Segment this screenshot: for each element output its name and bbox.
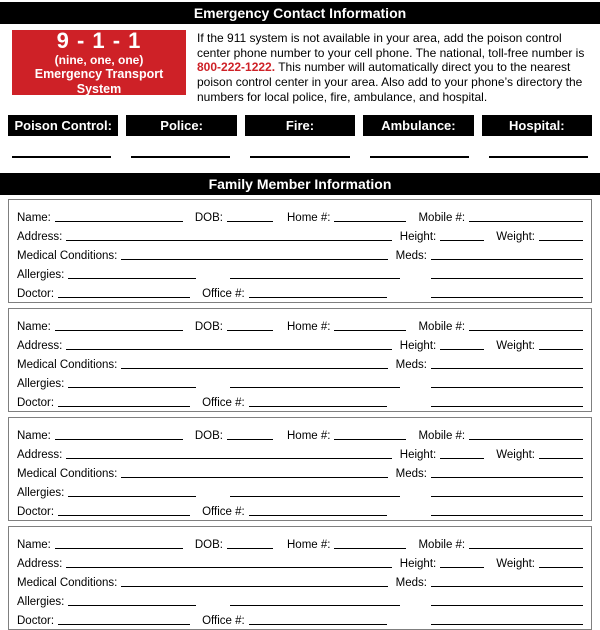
address-field-line[interactable]: [66, 340, 391, 350]
weight-field-line[interactable]: [539, 231, 583, 241]
hospital-label: Hospital:: [482, 115, 592, 136]
member-row-address: [17, 333, 583, 352]
address-label: Address:: [17, 339, 63, 352]
meds-continuation-line-2[interactable]: [431, 397, 583, 407]
home-phone-label: Home #:: [287, 538, 331, 551]
office-phone-field-line[interactable]: [249, 288, 387, 298]
family-member-card: [8, 417, 592, 521]
member-row-medical: [17, 461, 583, 480]
meds-label: Meds:: [395, 577, 427, 590]
mobile-phone-field-line[interactable]: [469, 430, 583, 440]
mobile-phone-label: Mobile #:: [418, 211, 466, 224]
office-phone-field-line[interactable]: [249, 615, 387, 625]
intro-section: [12, 27, 592, 105]
dob-label: DOB:: [194, 320, 223, 333]
member-row-allergies: [17, 480, 583, 499]
address-field-line[interactable]: [66, 449, 391, 459]
home-phone-label: Home #:: [287, 320, 331, 333]
meds-continuation-line-1[interactable]: [431, 487, 583, 497]
emergency-header-bar: [0, 2, 600, 24]
medical-conditions-label: Medical Conditions:: [17, 468, 118, 481]
allergies-continuation-line[interactable]: [230, 487, 400, 497]
member-row-doctor: [17, 608, 583, 627]
doctor-field-line[interactable]: [58, 506, 190, 516]
address-label: Address:: [17, 557, 63, 570]
medical-conditions-field-line[interactable]: [121, 359, 387, 369]
height-label: Height:: [399, 230, 437, 243]
home-phone-label: Home #:: [287, 429, 331, 442]
dob-field-line[interactable]: [227, 212, 273, 222]
member-row-medical: [17, 352, 583, 371]
meds-label: Meds:: [395, 359, 427, 372]
page-title: Emergency Contact Information: [193, 5, 407, 21]
weight-field-line[interactable]: [539, 449, 583, 459]
family-member-card: [8, 199, 592, 303]
allergies-field-line[interactable]: [68, 596, 196, 606]
dob-field-line[interactable]: [227, 539, 273, 549]
member-row-allergies: [17, 589, 583, 608]
home-phone-field-line[interactable]: [334, 321, 406, 331]
meds-field-line[interactable]: [431, 577, 583, 587]
home-phone-field-line[interactable]: [334, 212, 406, 222]
meds-label: Meds:: [395, 468, 427, 481]
dob-label: DOB:: [194, 538, 223, 551]
member-row-doctor: [17, 390, 583, 409]
911-words: (nine, one, one): [54, 52, 144, 67]
mobile-phone-label: Mobile #:: [418, 429, 466, 442]
mobile-phone-label: Mobile #:: [418, 538, 466, 551]
mobile-phone-field-line[interactable]: [469, 212, 583, 222]
address-label: Address:: [17, 230, 63, 243]
ambulance-field-line[interactable]: [370, 144, 469, 158]
weight-label: Weight:: [496, 557, 535, 570]
meds-label: Meds:: [395, 250, 427, 263]
doctor-field-line[interactable]: [58, 615, 190, 625]
address-label: Address:: [17, 448, 63, 461]
height-field-line[interactable]: [440, 449, 484, 459]
member-row-address: [17, 224, 583, 243]
mobile-phone-field-line[interactable]: [469, 321, 583, 331]
meds-field-line[interactable]: [431, 250, 583, 260]
name-label: Name:: [17, 211, 51, 224]
fire-field-line[interactable]: [250, 144, 349, 158]
allergies-label: Allergies:: [17, 378, 65, 391]
911-panel: [12, 27, 186, 96]
doctor-label: Doctor:: [17, 615, 55, 628]
meds-continuation-line-2[interactable]: [431, 615, 583, 625]
doctor-label: Doctor:: [17, 397, 55, 410]
meds-continuation-line-1[interactable]: [431, 269, 583, 279]
name-field-line[interactable]: [55, 539, 183, 549]
office-phone-field-line[interactable]: [249, 506, 387, 516]
poison-control-label: Poison Control:: [8, 115, 118, 136]
medical-conditions-label: Medical Conditions:: [17, 359, 118, 372]
poison-control-field-line[interactable]: [12, 144, 111, 158]
meds-continuation-line-2[interactable]: [431, 288, 583, 298]
medical-conditions-label: Medical Conditions:: [17, 577, 118, 590]
dob-label: DOB:: [194, 211, 223, 224]
member-row-doctor: [17, 499, 583, 518]
911-number: 9 - 1 - 1: [56, 27, 142, 53]
office-phone-field-line[interactable]: [249, 397, 387, 407]
member-row-allergies: [17, 371, 583, 390]
doctor-label: Doctor:: [17, 288, 55, 301]
member-row-name: [17, 423, 583, 442]
member-row-doctor: [17, 281, 583, 300]
police-field-line[interactable]: [131, 144, 230, 158]
name-label: Name:: [17, 429, 51, 442]
height-label: Height:: [399, 448, 437, 461]
office-phone-label: Office #:: [202, 506, 245, 519]
allergies-label: Allergies:: [17, 487, 65, 500]
meds-field-line[interactable]: [431, 359, 583, 369]
weight-label: Weight:: [496, 448, 535, 461]
height-field-line[interactable]: [440, 231, 484, 241]
height-label: Height:: [399, 557, 437, 570]
family-members-list: [0, 199, 600, 630]
member-row-medical: [17, 570, 583, 589]
allergies-continuation-line[interactable]: [230, 378, 400, 388]
office-phone-label: Office #:: [202, 288, 245, 301]
weight-field-line[interactable]: [539, 340, 583, 350]
emergency-contacts-value-row: [12, 144, 588, 158]
member-row-address: [17, 551, 583, 570]
medical-conditions-field-line[interactable]: [121, 250, 387, 260]
medical-conditions-field-line[interactable]: [121, 468, 387, 478]
fire-label: Fire:: [245, 115, 355, 136]
instructions-text-after: This number will automatically direct you to the nearest poison control center in your area. Also add to your phone’s directory the numbers for local police, fire, ambulance, and hospital.: [197, 60, 583, 104]
doctor-field-line[interactable]: [58, 397, 190, 407]
name-field-line[interactable]: [55, 430, 183, 440]
poison-control-phone-number: 800-222-1222.: [197, 60, 276, 75]
family-section-title: Family Member Information: [208, 175, 392, 192]
allergies-label: Allergies:: [17, 596, 65, 609]
ambulance-label: Ambulance:: [363, 115, 473, 136]
member-row-name: [17, 205, 583, 224]
911-system-label: Emergency Transport System: [34, 66, 164, 96]
home-phone-field-line[interactable]: [334, 539, 406, 549]
family-member-card: [8, 526, 592, 630]
office-phone-label: Office #:: [202, 615, 245, 628]
weight-label: Weight:: [496, 339, 535, 352]
name-label: Name:: [17, 320, 51, 333]
height-field-line[interactable]: [440, 558, 484, 568]
hospital-field-line[interactable]: [489, 144, 588, 158]
meds-continuation-line-2[interactable]: [431, 506, 583, 516]
dob-field-line[interactable]: [227, 321, 273, 331]
weight-label: Weight:: [496, 230, 535, 243]
allergies-continuation-line[interactable]: [230, 596, 400, 606]
mobile-phone-field-line[interactable]: [469, 539, 583, 549]
name-label: Name:: [17, 538, 51, 551]
meds-continuation-line-1[interactable]: [431, 596, 583, 606]
mobile-phone-label: Mobile #:: [418, 320, 466, 333]
medical-conditions-label: Medical Conditions:: [17, 250, 118, 263]
address-field-line[interactable]: [66, 558, 391, 568]
family-header-bar: [0, 173, 600, 195]
height-label: Height:: [399, 339, 437, 352]
family-member-card: [8, 308, 592, 412]
emergency-contacts-label-row: [8, 115, 592, 136]
dob-label: DOB:: [194, 429, 223, 442]
allergies-continuation-line[interactable]: [230, 269, 400, 279]
office-phone-label: Office #:: [202, 397, 245, 410]
member-row-medical: [17, 243, 583, 262]
home-phone-label: Home #:: [287, 211, 331, 224]
allergies-label: Allergies:: [17, 269, 65, 282]
allergies-field-line[interactable]: [68, 487, 196, 497]
meds-field-line[interactable]: [431, 468, 583, 478]
height-field-line[interactable]: [440, 340, 484, 350]
home-phone-field-line[interactable]: [334, 430, 406, 440]
weight-field-line[interactable]: [539, 558, 583, 568]
police-label: Police:: [126, 115, 236, 136]
doctor-label: Doctor:: [17, 506, 55, 519]
medical-conditions-field-line[interactable]: [121, 577, 387, 587]
member-row-name: [17, 314, 583, 333]
member-row-name: [17, 532, 583, 551]
name-field-line[interactable]: [55, 212, 183, 222]
instructions-text-before: If the 911 system is not available in your area, add the poison control center phone number to your cell phone. The national, toll-free number is: [197, 31, 585, 60]
name-field-line[interactable]: [55, 321, 183, 331]
dob-field-line[interactable]: [227, 430, 273, 440]
member-row-address: [17, 442, 583, 461]
poison-control-instructions: [197, 30, 592, 105]
member-row-allergies: [17, 262, 583, 281]
doctor-field-line[interactable]: [58, 288, 190, 298]
allergies-field-line[interactable]: [68, 378, 196, 388]
meds-continuation-line-1[interactable]: [431, 378, 583, 388]
allergies-field-line[interactable]: [68, 269, 196, 279]
address-field-line[interactable]: [66, 231, 391, 241]
